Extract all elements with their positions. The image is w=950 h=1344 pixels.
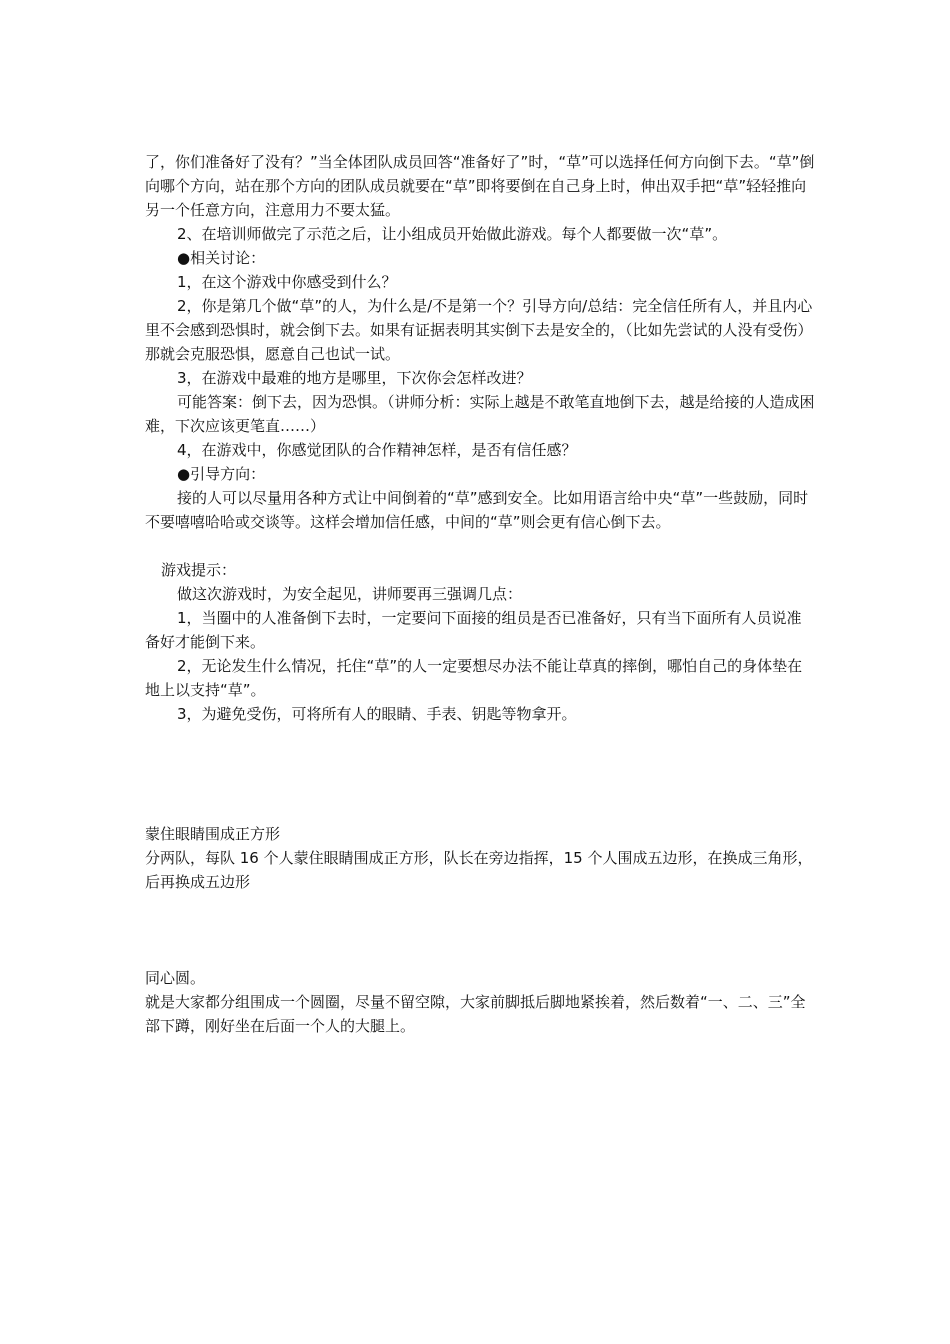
- discussion-question-4: 4，在游戏中，你感觉团队的合作精神怎样，是否有信任感？: [177, 441, 577, 459]
- heading-game-tips: 游戏提示：: [161, 561, 237, 579]
- paragraph-guidance: 接的人可以尽量用各种方式让中间倒着的“草”感到安全。比如用语言给中央“草”一些鼓励，同时不要嘻嘻哈哈或交谈等。这样会增加信任感，中间的“草”则会更有信心倒下去。: [145, 489, 809, 531]
- paragraph-concentric-circle: 就是大家都分组围成一个圆圈，尽量不留空隙，大家前脚抵后脚地紧挨着，然后数着“一、二、三”全部下蹲，刚好坐在后面一个人的大腿上。: [145, 993, 806, 1035]
- discussion-question-1: 1，在这个游戏中你感受到什么？: [177, 273, 397, 291]
- tip-1: 1，当圈中的人准备倒下去时，一定要问下面接的组员是否已准备好，只有当下面所有人员说准备好才能倒下来。: [145, 609, 802, 651]
- heading-discussion: ●相关讨论：: [177, 249, 266, 267]
- paragraph-step-2: 2、在培训师做完了示范之后，让小组成员开始做此游戏。每个人都要做一次“草”。: [177, 225, 728, 243]
- tip-2: 2，无论发生什么情况，托住“草”的人一定要想尽办法不能让草真的摔倒，哪怕自己的身体垫在地上以支持“草”。: [145, 657, 803, 699]
- paragraph-intro-continuation: 了，你们准备好了没有？”当全体团队成员回答“准备好了”时，“草”可以选择任何方向倒下去。“草”倒向哪个方向，站在那个方向的团队成员就要在“草”即将要倒在自己身上时，伸出双手把“草”轻轻推向另一个任意方向，注意用力不要太猛。: [145, 153, 815, 219]
- heading-blindfold-square: 蒙住眼睛围成正方形: [145, 825, 281, 843]
- paragraph-blindfold-square: 分两队，每队 16 个人蒙住眼睛围成正方形，队长在旁边指挥，15 个人围成五边形，在换成三角形，后再换成五边形: [145, 849, 813, 891]
- heading-concentric-circle: 同心圆。: [145, 969, 206, 987]
- discussion-question-3: 3，在游戏中最难的地方是哪里，下次你会怎样改进？: [177, 369, 532, 387]
- tip-3: 3，为避免受伤，可将所有人的眼睛、手表、钥匙等物拿开。: [177, 705, 577, 723]
- heading-guidance: ●引导方向：: [177, 465, 266, 483]
- tips-intro: 做这次游戏时，为安全起见，讲师要再三强调几点：: [177, 585, 523, 603]
- possible-answer: 可能答案：倒下去，因为恐惧。（讲师分析：实际上越是不敢笔直地倒下去，越是给接的人造成困难，下次应该更笔直……）: [145, 393, 815, 435]
- discussion-question-2: 2，你是第几个做“草”的人，为什么是/不是第一个？引导方向/总结：完全信任所有人，并且内心里不会感到恐惧时，就会倒下去。如果有证据表明其实倒下去是安全的，（比如先尝试的人没有受伤）那就会克服恐惧，愿意自己也试一试。: [145, 297, 813, 363]
